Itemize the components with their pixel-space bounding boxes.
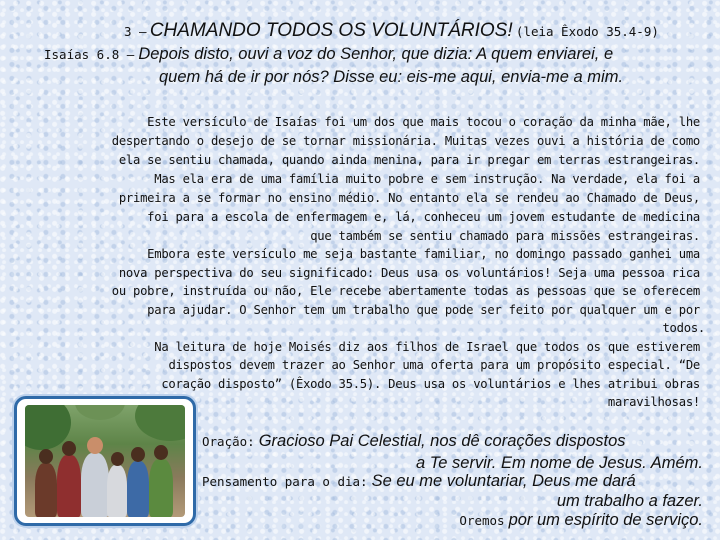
body-line: Na leitura de hoje Moisés diz aos filhos de Israel que todos os que estiverem bbox=[154, 340, 700, 354]
pray-for-line bbox=[459, 511, 703, 530]
body-line: nova perspectiva do seu significado: Deus usa os voluntários! Seja uma pessoa rica bbox=[118, 266, 700, 280]
group-photo bbox=[25, 405, 185, 517]
title-number: 3 – bbox=[124, 24, 147, 39]
body-line: que também se sentiu chamado para missões estrangeiras. bbox=[310, 229, 700, 243]
body-line: primeira a se formar no ensino médio. No entanto ela se rendeu ao Chamado de Deus, bbox=[118, 191, 700, 205]
title-main: CHAMANDO TODOS OS VOLUNTÁRIOS! bbox=[149, 20, 513, 41]
body-line: todos. bbox=[662, 321, 705, 335]
thought-label: Pensamento para o dia: bbox=[202, 474, 368, 489]
pray-for-label: Oremos bbox=[459, 513, 505, 528]
prayer-text-2: a Te servir. Em nome de Jesus. Amém. bbox=[415, 454, 703, 472]
verse-line-1 bbox=[44, 45, 613, 64]
verse-reference: Isaías 6.8 – bbox=[44, 47, 135, 62]
body-line: despertando o desejo de se tornar missionária. Muitas vezes ouvi a história de como bbox=[111, 134, 700, 148]
thought-text-1: Se eu me voluntariar, Deus me dará bbox=[371, 472, 636, 490]
pray-for-text: por um espírito de serviço. bbox=[508, 511, 703, 529]
body-line: coração disposto” (Êxodo 35.5). Deus usa os voluntários e lhes atribui obras bbox=[161, 377, 700, 391]
body-line: Este versículo de Isaías foi um dos que mais tocou o coração da minha mãe, lhe bbox=[147, 115, 700, 129]
prayer-line-1 bbox=[202, 432, 626, 451]
body-line: Mas ela era de uma família muito pobre e sem instrução. Na verdade, ela foi a bbox=[154, 172, 700, 186]
body-line: ela se sentiu chamada, quando ainda menina, para ir pregar em terras estrangeiras. bbox=[118, 153, 700, 167]
photo-frame bbox=[14, 396, 196, 526]
body-line: maravilhosas! bbox=[607, 395, 700, 409]
prayer-label: Oração: bbox=[202, 434, 255, 449]
prayer-text-1: Gracioso Pai Celestial, nos dê corações dispostos bbox=[258, 432, 626, 450]
devotional-title bbox=[124, 20, 659, 42]
body-line: ou pobre, instruída ou não, Ele recebe abertamente todas as pessoas que se oferecem bbox=[111, 284, 700, 298]
body-line: Embora este versículo me seja bastante familiar, no domingo passado ganhei uma bbox=[147, 247, 700, 261]
body-line: dispostos devem trazer ao Senhor uma oferta para um propósito especial. “De bbox=[168, 358, 700, 372]
body-line: para ajudar. O Senhor tem um trabalho que pode ser feito por qualquer um e por bbox=[147, 303, 700, 317]
thought-text-2: um trabalho a fazer. bbox=[556, 492, 703, 510]
body-line: foi para a escola de enfermagem e, lá, conheceu um jovem estudante de medicina bbox=[147, 210, 700, 224]
title-reading-reference: (leia Êxodo 35.4-9) bbox=[515, 24, 659, 39]
verse-text-1: Depois disto, ouvi a voz do Senhor, que dizia: A quem enviarei, e bbox=[138, 45, 614, 63]
verse-text-2: quem há de ir por nós? Disse eu: eis-me aqui, envia-me a mim. bbox=[159, 68, 624, 86]
thought-line-1 bbox=[202, 472, 636, 491]
